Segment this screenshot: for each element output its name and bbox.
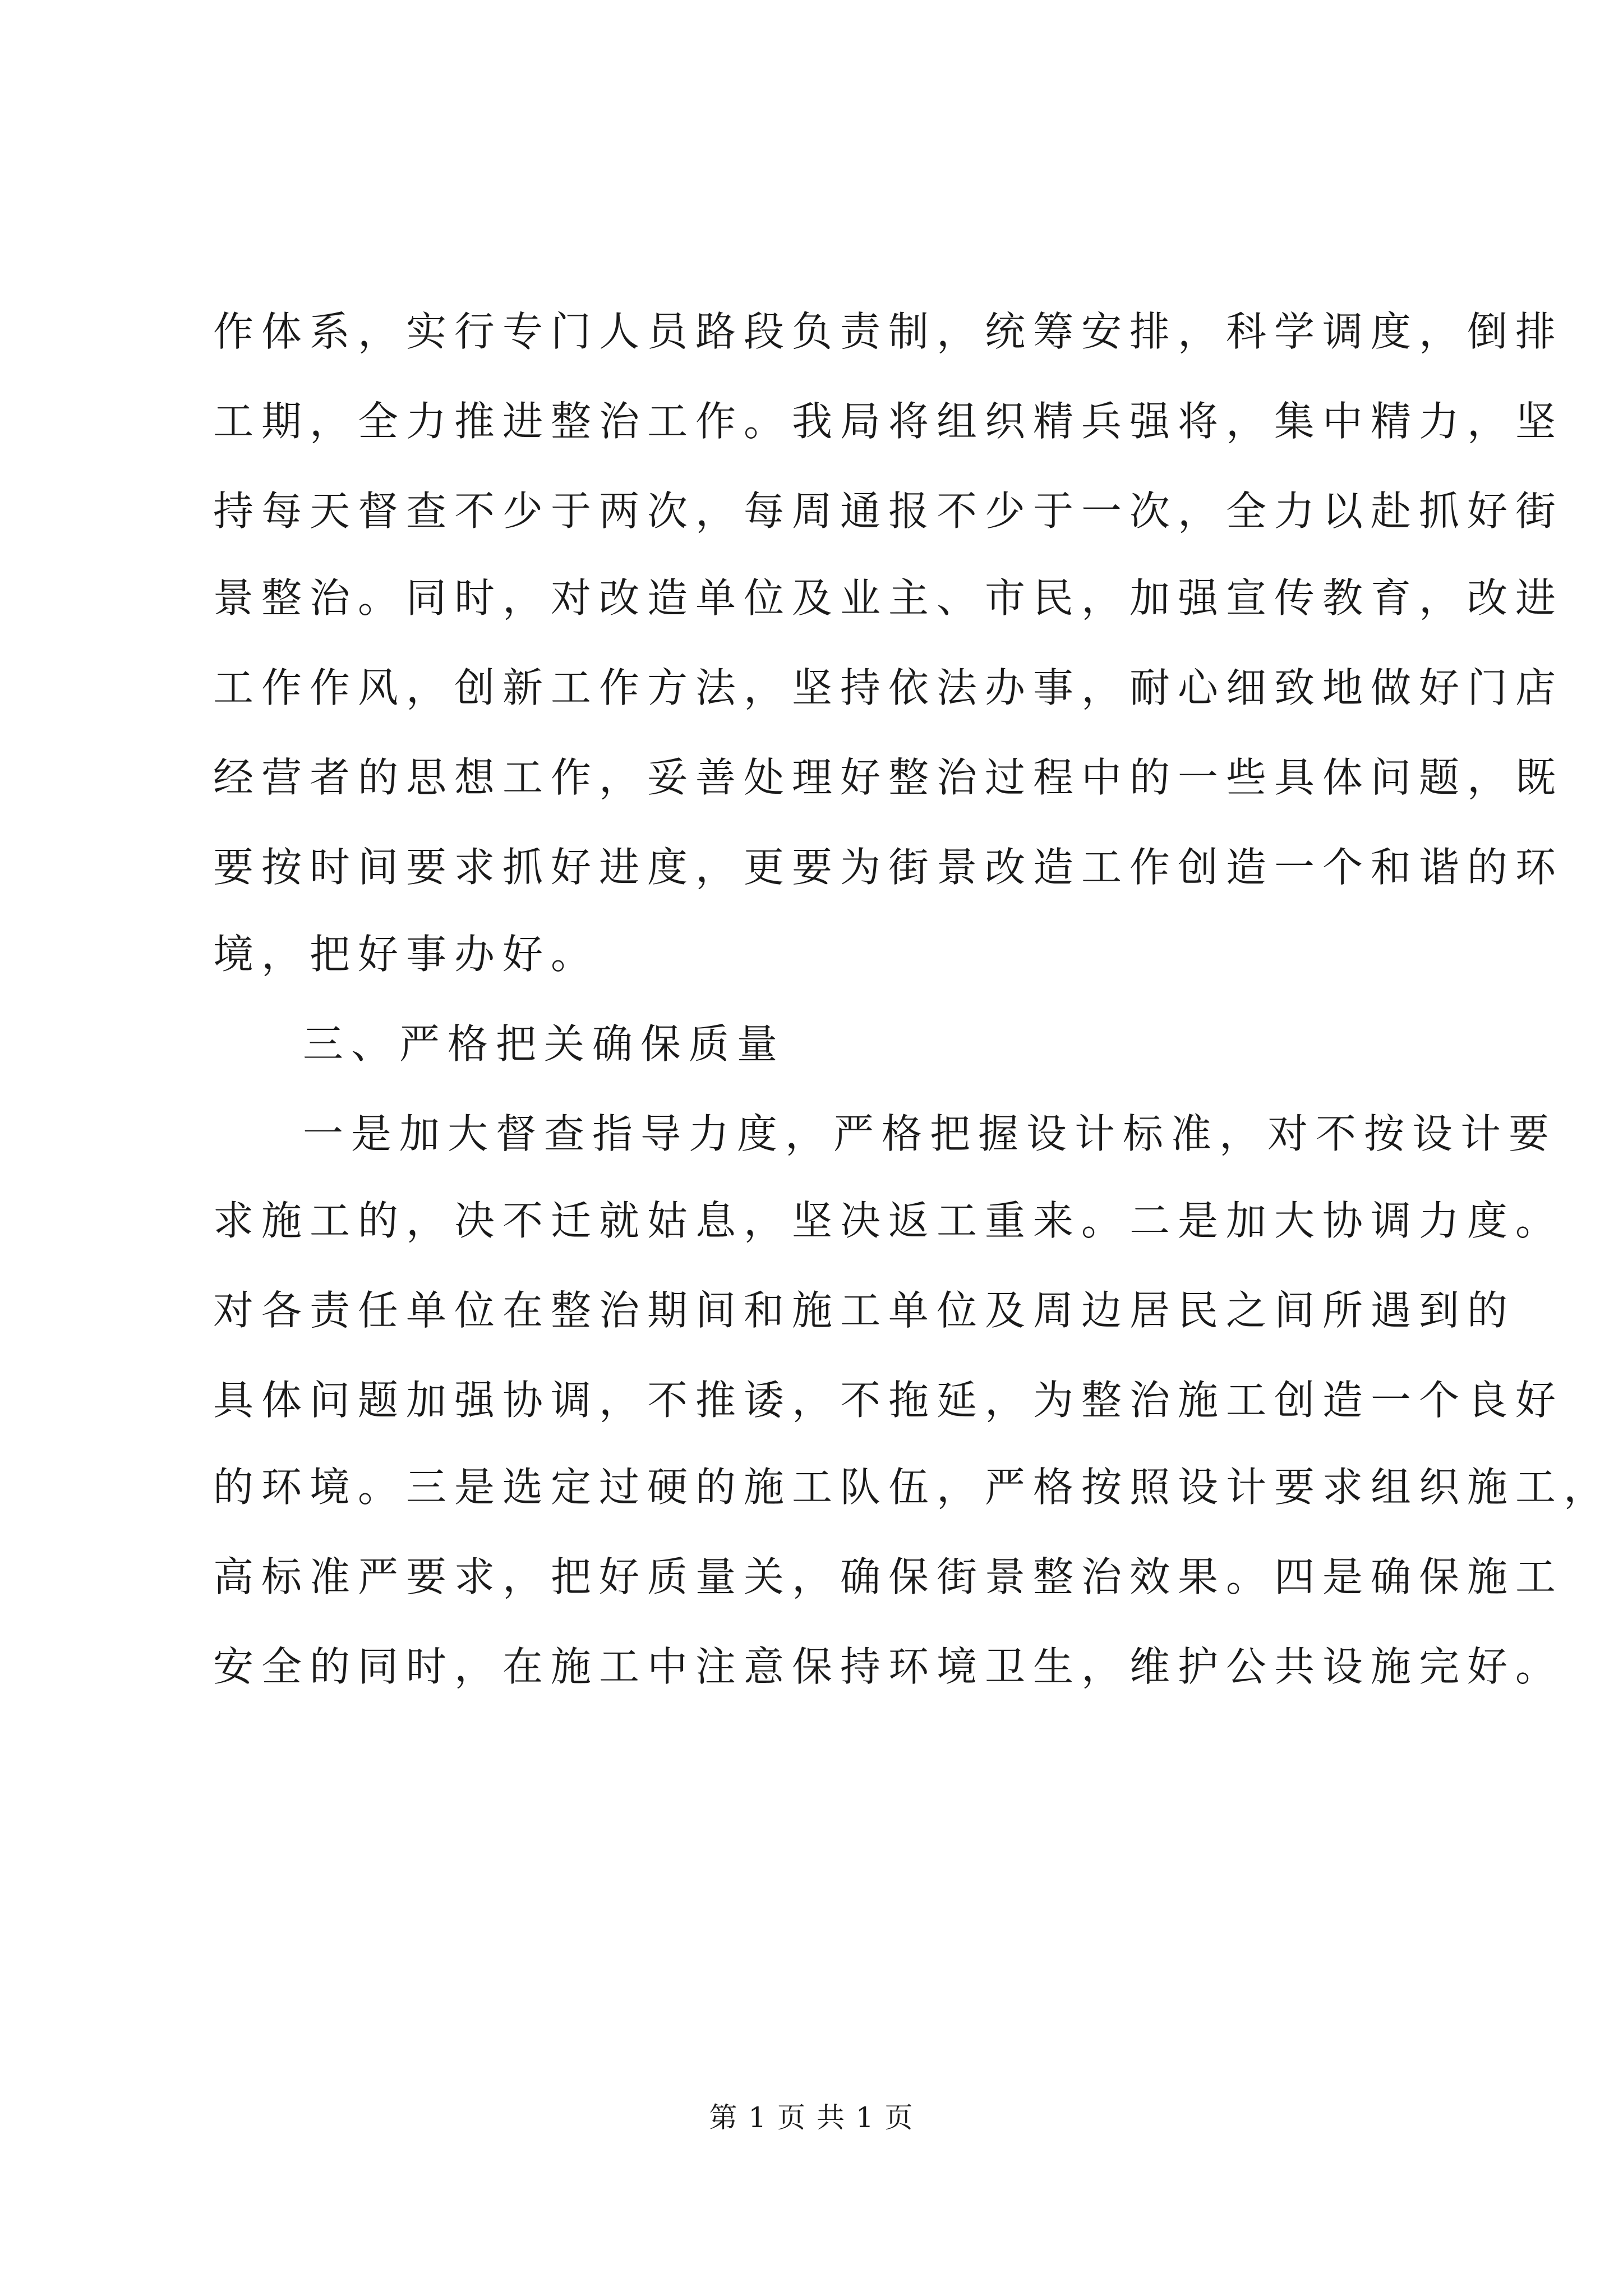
paragraph-line: 持每天督查不少于两次，每周通报不少于一次，全力以赴抓好街 bbox=[213, 487, 1564, 535]
page-number-footer: 第 1 页 共 1 页 bbox=[709, 2101, 914, 2134]
paragraph-line: 对各责任单位在整治期间和施工单位及周边居民之间所遇到的 bbox=[213, 1287, 1516, 1334]
paragraph-line: 要按时间要求抓好进度，更要为街景改造工作创造一个和谐的环 bbox=[213, 844, 1564, 891]
paragraph-line: 境，把好事办好。 bbox=[213, 931, 600, 978]
paragraph-line: 作体系，实行专门人员路段负责制，统筹安排，科学调度，倒排 bbox=[213, 308, 1564, 355]
paragraph-line: 的环境。三是选定过硬的施工队伍，严格按照设计要求组织施工， bbox=[213, 1464, 1612, 1511]
paragraph-line: 安全的同时，在施工中注意保持环境卫生，维护公共设施完好。 bbox=[213, 1643, 1564, 1690]
paragraph-line: 工作作风，创新工作方法，坚持依法办事，耐心细致地做好门店 bbox=[213, 664, 1564, 711]
paragraph-line: 景整治。同时，对改造单位及业主、市民，加强宣传教育，改进 bbox=[213, 574, 1564, 622]
paragraph-line: 经营者的思想工作，妥善处理好整治过程中的一些具体问题，既 bbox=[213, 754, 1564, 801]
paragraph-line: 工期，全力推进整治工作。我局将组织精兵强将，集中精力，坚 bbox=[213, 398, 1564, 445]
paragraph-line: 具体问题加强协调，不推诿，不拖延，为整治施工创造一个良好 bbox=[213, 1377, 1564, 1424]
section-heading: 三、严格把关确保质量 bbox=[303, 1020, 786, 1068]
paragraph-line: 一是加大督查指导力度，严格把握设计标准，对不按设计要 bbox=[303, 1110, 1557, 1157]
paragraph-line: 求施工的，决不迁就姑息，坚决返工重来。二是加大协调力度。 bbox=[213, 1197, 1564, 1244]
paragraph-line: 高标准严要求，把好质量关，确保街景整治效果。四是确保施工 bbox=[213, 1553, 1564, 1600]
